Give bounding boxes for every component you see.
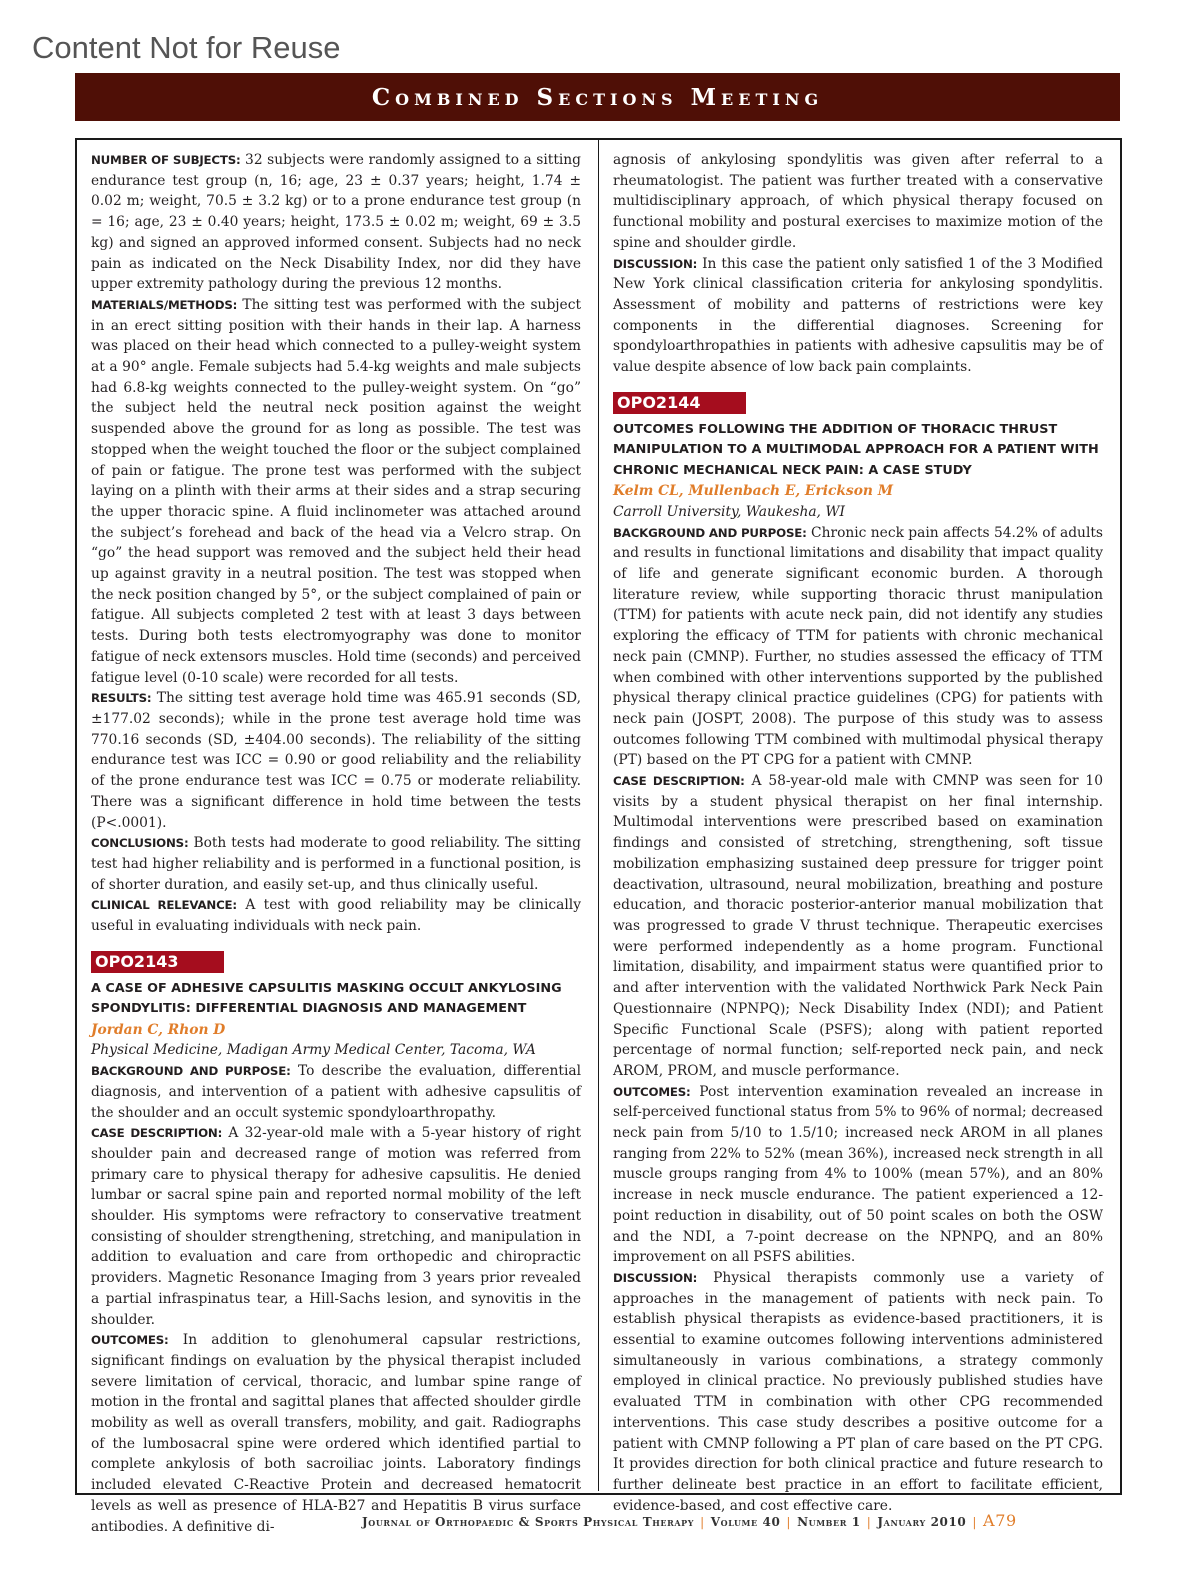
paragraph: MATERIALS/METHODS: The sitting test was performed with the subject in an erect sitting position with their hands in their lap. A harness was placed on their head which connected to a pulley-weight system at a 90° angle. Female subjects had 5.4-kg weights and male subjects had 6.8-kg weights connected to the pulley-weight system. On “go” the subject held the neutral neck position against the weight suspended above the ground for as long as possible. The test was stopped when the weight touched the floor or the subject complained of pain or fatigue. The prone test was performed with the subject laying on a plinth with their arms at their sides and a strap securing the upper thoracic spine. A fluid inclinometer was attached around the subject’s forehead and back of the head via a Velcro strap. On “go” the head support was removed and the subject held their head up against gravity in a neutral position. The test was stopped when the neck position changed by 5°, or the subject complained of pain or fatigue. All subjects completed 2 test with at least 3 days between tests. During both tests electromyography was done to monitor fatigue of neck extensors muscles. Hold time (seconds) and perceived fatigue level (0-10 scale) were recorded for all tests. (91, 296, 581, 686)
right-column (613, 150, 1103, 1514)
paragraph: DISCUSSION: In this case the patient only satisfied 1 of the 3 Modified New York clinical classification criteria for ankylosing spondylitis. Assessment of mobility and patterns of restrictions were key components in the differential diagnoses. Screening for spondyloarthropathies in patients with adhesive capsulitis may be of value despite absence of low back pain complaints. (613, 255, 1103, 376)
paragraph: CONCLUSIONS: Both tests had moderate to good reliability. The sitting test had higher reliability and is performed in a functional position, is of shorter duration, and easily set-up, and thus clinically useful. (91, 835, 581, 893)
journal-date: January 2010 (877, 1515, 967, 1529)
footer-separator: | (866, 1515, 872, 1529)
journal-name: Journal of Orthopaedic & Sports Physical Therapy (362, 1515, 695, 1529)
paragraph: RESULTS: The sitting test average hold time was 465.91 seconds (SD, ±177.02 seconds); while in the prone test average hold time was 770.16 seconds (SD, ±404.00 seconds). The reliability of the sitting endurance test was ICC = 0.90 or good reliability and the reliability of the prone endurance test was ICC = 0.75 or moderate reliability. There was a significant difference in hold time between the tests (P<.0001). (91, 690, 581, 831)
abstract-authors: Jordan C, Rhon D (91, 1021, 226, 1038)
paragraph: OUTCOMES: Post intervention examination revealed an increase in self-perceived functional status from 5% to 96% of normal; decreased neck pain from 5/10 to 1.5/10; increased neck AROM in all planes ranging from 22% to 52% (mean 36%), increased neck strength in all muscle groups ranging from 4% to 100% (mean 57%), and an 80% increase in neck muscle endurance. The patient experienced a 12-point reduction in disability, out of 50 point scales on both the OSW and the NDI, a 7-point decrease on the NPNPQ, and an 80% improvement on all PSFS abilities. (613, 1083, 1103, 1266)
watermark: Content Not for Reuse (32, 30, 341, 65)
section-banner: Combined Sections Meeting (75, 73, 1120, 121)
abstract-id-badge: OPO2143 (91, 951, 224, 973)
footer-separator: | (786, 1515, 792, 1529)
journal-volume: Volume 40 (710, 1515, 781, 1529)
footer-separator: | (972, 1515, 978, 1529)
abstract-title: OUTCOMES FOLLOWING THE ADDITION OF THORACIC THRUST MANIPULATION TO A MULTIMODAL APPROACH FOR A PATIENT WITH CHRONIC MECHANICAL NECK PAIN: A CASE STUDY (613, 421, 1099, 478)
paragraph: CLINICAL RELEVANCE: A test with good reliability may be clinically useful in evaluating individuals with neck pain. (91, 897, 582, 935)
paragraph: BACKGROUND AND PURPOSE: To describe the evaluation, differential diagnosis, and intervention of a patient with adhesive capsulitis of the shoulder and an occult systemic spondyloarthropathy. (91, 1063, 581, 1121)
paragraph: CASE DESCRIPTION: A 58-year-old male with CMNP was seen for 10 visits by a student physical therapist on her final internship. Multimodal interventions were prescribed based on examination findings and consisted of stretching, strengthening, soft tissue mobilization emphasizing sustained deep pressure for trigger point deactivation, ultrasound, neural mobilization, breathing and posture education, and thoracic posterior-anterior manual mobilization that was progressed to grade V thrust technique. Therapeutic exercises were performed independently as a home program. Functional limitation, disability, and impairment status were quantified prior to and after intervention with the validated Northwick Park Neck Pain Questionnaire (NPNPQ); Neck Disability Index (NDI); and Patient Specific Functional Scale (PSFS); along with patient reported percentage of normal function; self-reported neck pain, and neck AROM, PROM, and muscle performance. (613, 773, 1103, 1079)
abstract-id-badge: OPO2144 (613, 392, 746, 414)
footer-separator: | (700, 1515, 705, 1529)
paragraph: CASE DESCRIPTION: A 32-year-old male with a 5-year history of right shoulder pain and decreased range of motion was referred from primary care to physical therapy for adhesive capsulitis. He denied lumbar or sacral spine pain and reported normal mobility of the left shoulder. His symptoms were refractory to conservative treatment consisting of shoulder strengthening, stretching, and manipulation in addition to evaluation and care from orthopedic and chiropractic providers. Magnetic Resonance Imaging from 3 years prior revealed a partial infraspinatus tear, a Hill-Sachs lesion, and synovitis in the shoulder. (91, 1125, 582, 1328)
page-footer (362, 1511, 1122, 1530)
page-number: A79 (983, 1511, 1017, 1530)
abstract-title: A CASE OF ADHESIVE CAPSULITIS MASKING OCCULT ANKYLOSING SPONDYLITIS: DIFFERENTIAL DIAGNOSIS AND MANAGEMENT (91, 980, 562, 1017)
paragraph: OUTCOMES: In addition to glenohumeral capsular restrictions, significant findings on evaluation by the physical therapist included severe limitation of cervical, thoracic, and lumbar spine range of motion in the frontal and sagittal planes that affected shoulder girdle mobility as well as overall transfers, mobility, and gait. Radiographs of the lumbosacral spine were ordered which identified partial to complete ankylosis of both sacroiliac joints. Laboratory findings included elevated C-Reactive Protein and decreased hematocrit levels as well as presence of HLA-B27 and Hepatitis B virus surface antibodies. A definitive di- (91, 1332, 581, 1535)
paragraph: DISCUSSION: Physical therapists commonly use a variety of approaches in the management of patients with neck pain. To establish physical therapists as evidence-based practitioners, it is essential to examine outcomes following interventions administered simultaneously in various combinations, a strategy commonly employed in clinical practice. No previously published studies have evaluated TTM in combination with other CPG recommended interventions. This case study describes a positive outcome for a patient with CMNP following a PT plan of care based on the PT CPG. It provides direction for both clinical practice and future research to further delineate best practice in an effort to facilitate efficient, evidence-based, and cost effective care. (613, 1269, 1103, 1514)
column-divider (598, 140, 599, 1491)
abstract-affiliation: Carroll University, Waukesha, WI (613, 503, 845, 520)
journal-number: Number 1 (797, 1515, 861, 1529)
paragraph: BACKGROUND AND PURPOSE: Chronic neck pain affects 54.2% of adults and results in functional limitations and disability that impact quality of life and generate significant economic burden. A thorough literature review, while supporting thoracic thrust manipulation (TTM) for patients with acute neck pain, did not identify any studies exploring the efficacy of TTM for patients with chronic mechanical neck pain (CMNP). Further, no studies assessed the efficacy of TTM when combined with other interventions supported by the published physical therapy clinical practice guidelines (CPG) for patients with neck pain (JOSPT, 2008). The purpose of this study was to assess outcomes following TTM combined with multimodal physical therapy (PT) based on the PT CPG for a patient with CMNP. (613, 524, 1103, 769)
paragraph: NUMBER OF SUBJECTS: 32 subjects were randomly assigned to a sitting endurance test group (n, 16; age, 23 ± 0.37 years; height, 1.74 ± 0.02 m; weight, 70.5 ± 3.2 kg) or to a prone endurance test group (n = 16; age, 23 ± 0.40 years; height, 173.5 ± 0.02 m; weight, 69 ± 3.5 kg) and signed an approved informed consent. Subjects had no neck pain as indicated on the Neck Disability Index, nor did they have upper extremity pathology during the previous 12 months. (91, 152, 581, 293)
paragraph: agnosis of ankylosing spondylitis was given after referral to a rheumatologist. The patient was further treated with a conservative multidisciplinary approach, of which physical therapy focused on functional mobility and postural exercises to maximize motion of the spine and shoulder girdle. (613, 152, 1103, 251)
abstract-affiliation: Physical Medicine, Madigan Army Medical Center, Tacoma, WA (91, 1042, 536, 1059)
abstract-authors: Kelm CL, Mullenbach E, Erickson M (613, 483, 893, 500)
